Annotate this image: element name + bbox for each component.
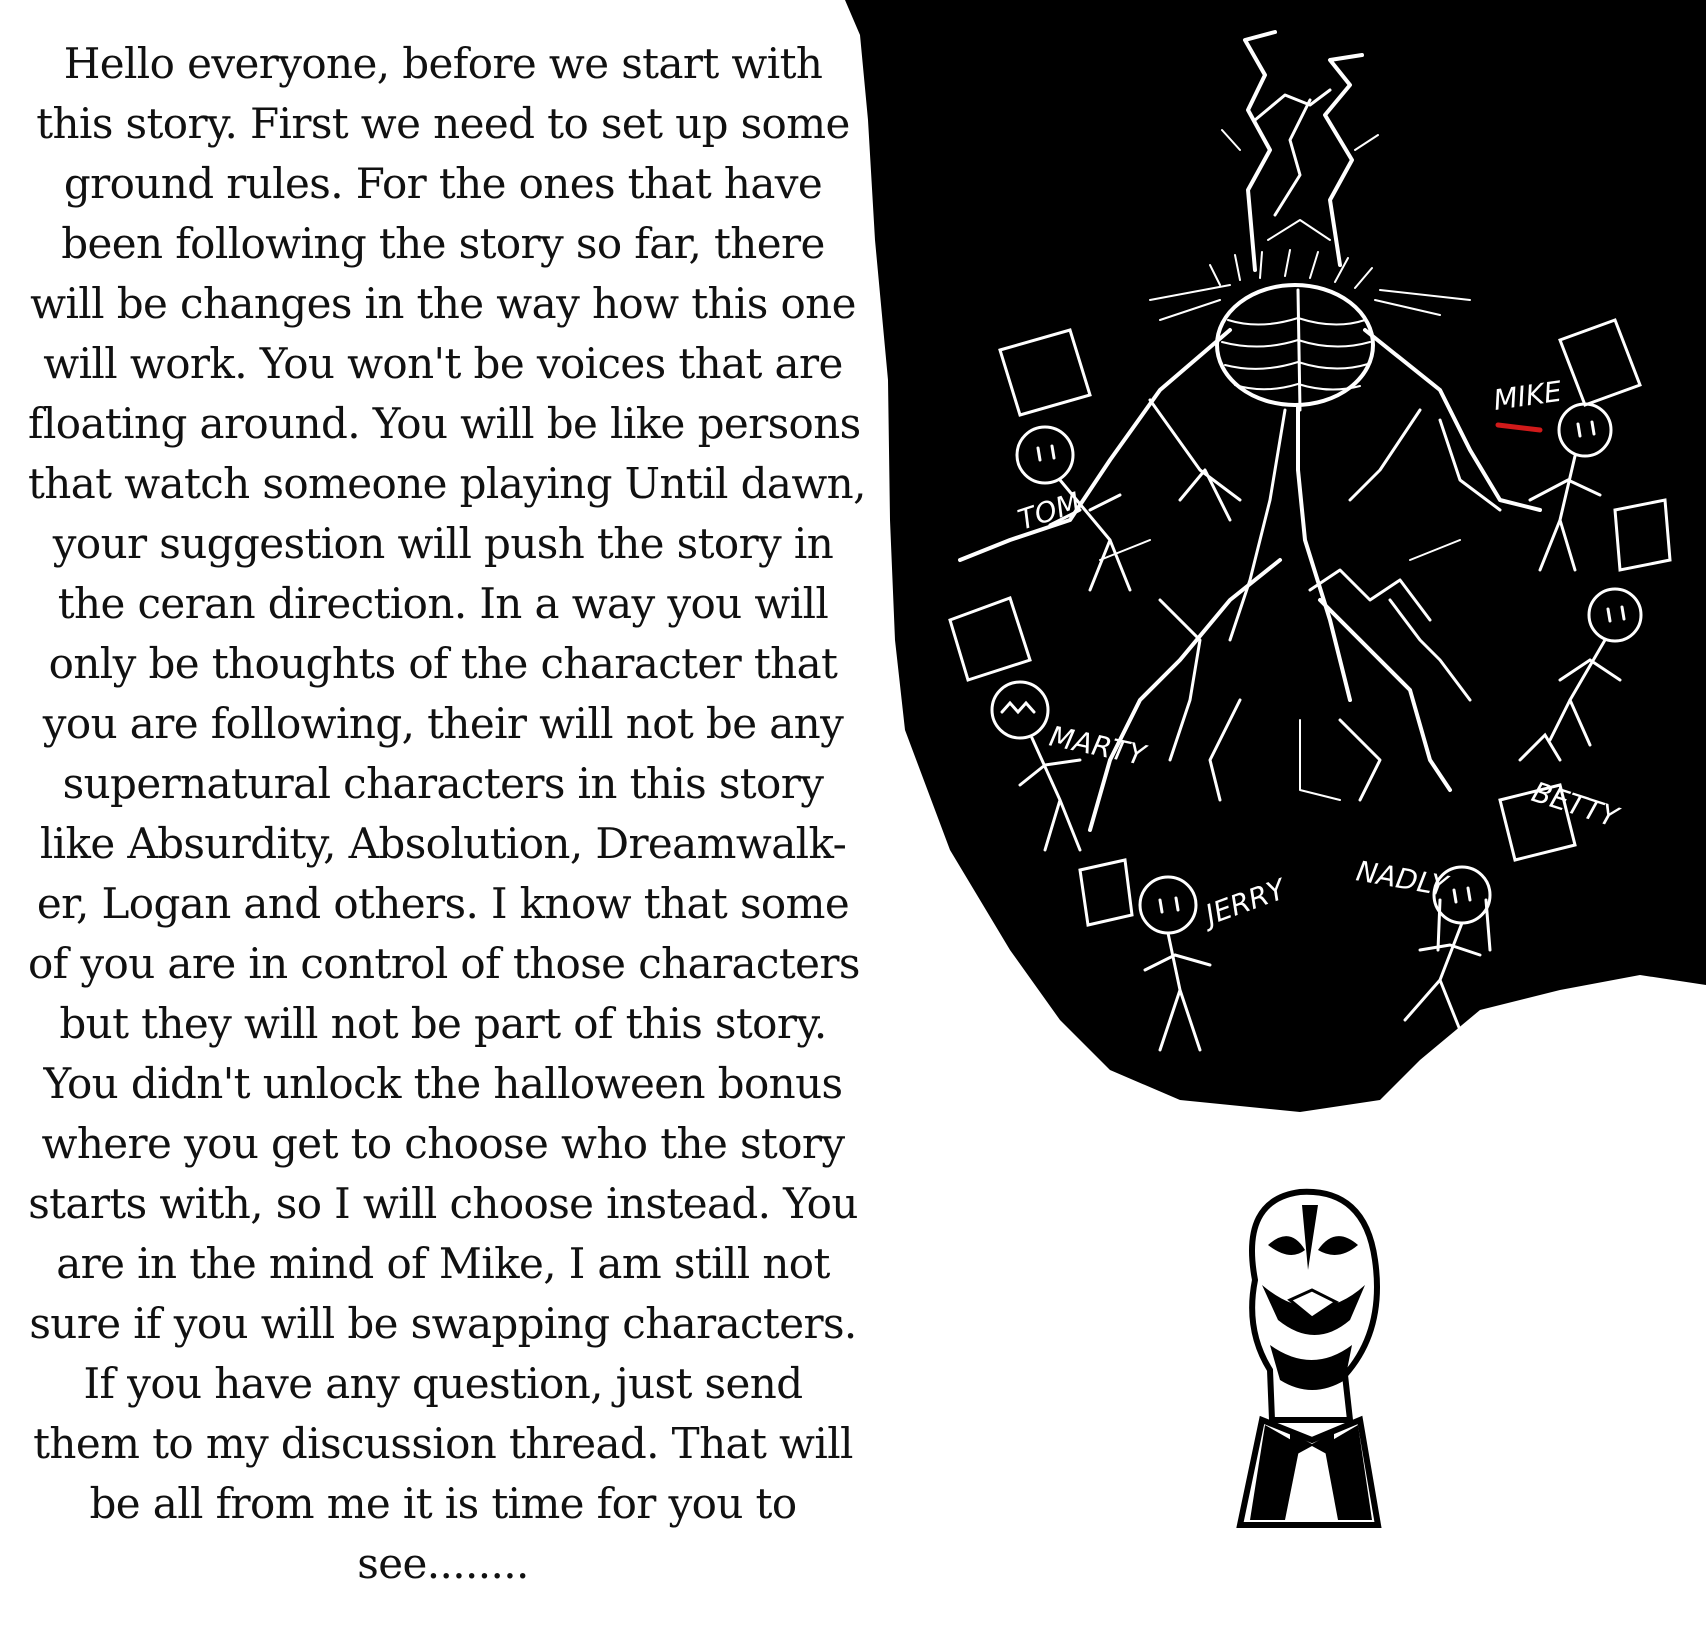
story-line: will work. You won't be voices that are (43, 339, 843, 388)
name-label-nadly: NADLY (1353, 854, 1450, 903)
story-line: are in the mind of Mike, I am still not (56, 1239, 830, 1288)
story-line: that watch someone playing Until dawn, (28, 459, 866, 508)
name-label-betty: BETTY (1527, 775, 1622, 834)
story-line: of you are in control of those characters (28, 939, 860, 988)
story-line: supernatural characters in this story (62, 759, 824, 808)
story-line: you are following, their will not be any (42, 699, 844, 748)
story-line: the ceran direction. In a way you will (57, 579, 829, 628)
story-line: starts with, so I will choose instead. You (28, 1179, 858, 1228)
name-label-mike: MIKE (1491, 374, 1564, 417)
narrator-figure (1240, 1192, 1378, 1525)
story-line: only be thoughts of the character that (48, 639, 838, 688)
story-line: this story. First we need to set up some (36, 99, 850, 148)
name-label-marty: MARTY (1046, 719, 1149, 773)
story-line: be all from me it is time for you to (89, 1479, 797, 1528)
story-line: ground rules. For the ones that have (63, 159, 823, 208)
story-line: been following the story so far, there (61, 219, 825, 268)
story-line: If you have any question, just send (83, 1359, 803, 1408)
story-line: see........ (357, 1539, 529, 1588)
story-line: You didn't unlock the halloween bonus (43, 1059, 843, 1108)
story-line: like Absurdity, Absolution, Dreamwalk- (39, 819, 847, 868)
name-label-jerry: JERRY (1201, 872, 1290, 932)
story-line: where you get to choose who the story (41, 1119, 845, 1168)
story-line: er, Logan and others. I know that some (36, 879, 850, 928)
name-label-tom: TOM (1013, 485, 1085, 537)
story-line: them to my discussion thread. That will (33, 1419, 853, 1468)
story-line: your suggestion will push the story in (52, 519, 834, 568)
story-line: but they will not be part of this story. (59, 999, 827, 1048)
story-line: Hello everyone, before we start with (63, 39, 823, 88)
story-line: sure if you will be swapping characters. (29, 1299, 857, 1348)
story-line: will be changes in the way how this one (30, 279, 856, 328)
story-line: floating around. You will be like persons (28, 399, 861, 448)
